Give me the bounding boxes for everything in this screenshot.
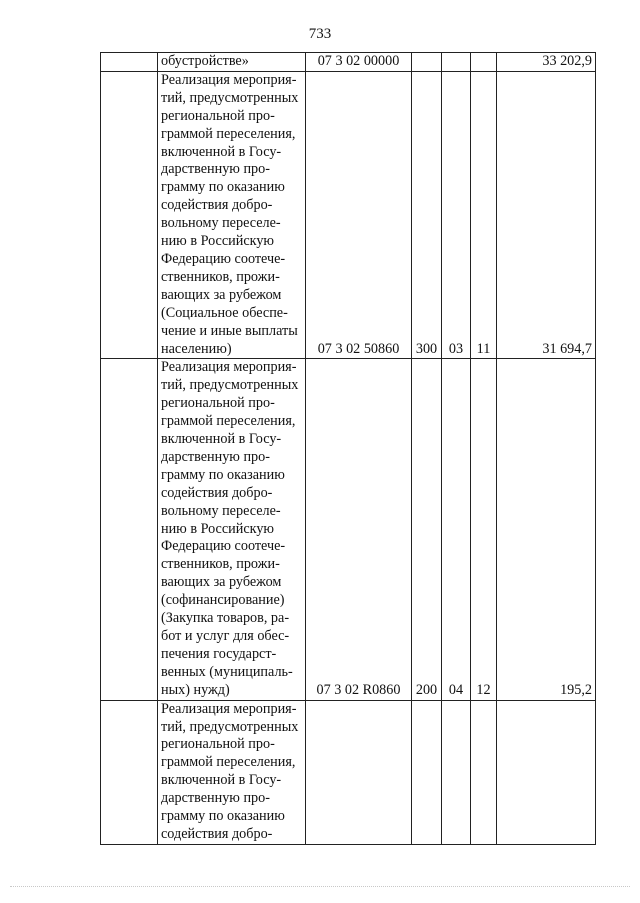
section-cell: 04 [442,359,471,700]
name-line: Федерацию соотече- [161,250,286,267]
name-line: нию в Российскую [161,520,275,537]
subsection-cell [471,53,497,72]
target-code-cell: 07 3 02 50860 [306,71,412,359]
name-line: вольному переселе- [161,215,281,232]
name-cell [158,71,306,359]
name-line: грамму по оказанию [161,808,285,825]
name-line: бот и услуг для обес- [161,628,290,644]
target-code-cell: 07 3 02 00000 [306,53,412,72]
name-line: печения государст- [161,645,277,662]
expense-type-cell [412,700,442,844]
name-line: чение и иные выплаты [161,322,298,339]
name-line: включенной в Госу- [161,143,282,160]
name-line: ственников, прожи- [161,556,280,573]
name-line: дарственную про- [161,790,270,807]
section-cell [442,53,471,72]
expense-type-cell: 200 [412,359,442,700]
expense-type-cell [412,53,442,72]
name-line: (Социальное обеспе- [161,304,288,321]
budget-table [100,52,596,845]
subsection-cell: 12 [471,359,497,700]
name-line: дарственную про- [161,161,270,178]
name-line: ных) нужд) [161,681,230,698]
name-line: нию в Российскую [161,233,275,250]
name-line: региональной про- [161,736,275,753]
page-number: 733 [308,26,332,42]
table-row [101,359,596,700]
name-line: населению) [161,340,232,357]
name-line: Реализация мероприя- [161,71,297,88]
name-line: (софинансирование) [161,592,285,609]
name-cell [158,359,306,700]
name-line: региональной про- [161,395,275,412]
name-line: обустройстве» [161,53,249,69]
table-row [101,700,596,844]
table-row [101,71,596,359]
name-line: дарственную про- [161,448,270,465]
name-line: содействия добро- [161,484,273,501]
amount-cell: 195,2 [497,359,596,700]
name-line: региональной про- [161,107,275,124]
name-line: содействия добро- [161,197,273,214]
section-cell: 03 [442,71,471,359]
amount-cell: 33 202,9 [497,53,596,72]
name-cell [158,53,306,72]
name-line: вольному переселе- [161,502,281,519]
name-line: вающих за рубежом [161,286,282,303]
scan-edge-divider [10,886,630,887]
number-cell [101,71,158,359]
name-line: включенной в Госу- [161,772,282,789]
table-row [101,53,596,72]
name-line: включенной в Госу- [161,431,282,448]
target-code-cell [306,700,412,844]
number-cell [101,359,158,700]
amount-cell [497,700,596,844]
subsection-cell: 11 [471,71,497,359]
name-line: тий, предусмотренных [161,718,299,735]
name-line: вающих за рубежом [161,574,282,591]
subsection-cell [471,700,497,844]
name-line: ственников, прожи- [161,268,280,285]
name-line: Реализация мероприя- [161,359,297,376]
name-line: тий, предусмотренных [161,377,299,394]
name-cell [158,700,306,844]
target-code-cell: 07 3 02 R0860 [306,359,412,700]
name-line: грамму по оказанию [161,179,285,196]
name-line: венных (муниципаль- [161,663,293,680]
name-line: граммой переселения, [161,125,296,142]
section-cell [442,700,471,844]
name-line: (Закупка товаров, ра- [161,610,290,627]
number-cell [101,700,158,844]
name-line: граммой переселения, [161,413,296,430]
name-line: граммой переселения, [161,754,296,771]
number-cell [101,53,158,72]
name-line: тий, предусмотренных [161,89,299,106]
name-line: Федерацию соотече- [161,538,286,555]
name-line: грамму по оказанию [161,466,285,483]
name-line: содействия добро- [161,825,273,842]
expense-type-cell: 300 [412,71,442,359]
amount-cell: 31 694,7 [497,71,596,359]
name-line: Реализация мероприя- [161,700,297,717]
